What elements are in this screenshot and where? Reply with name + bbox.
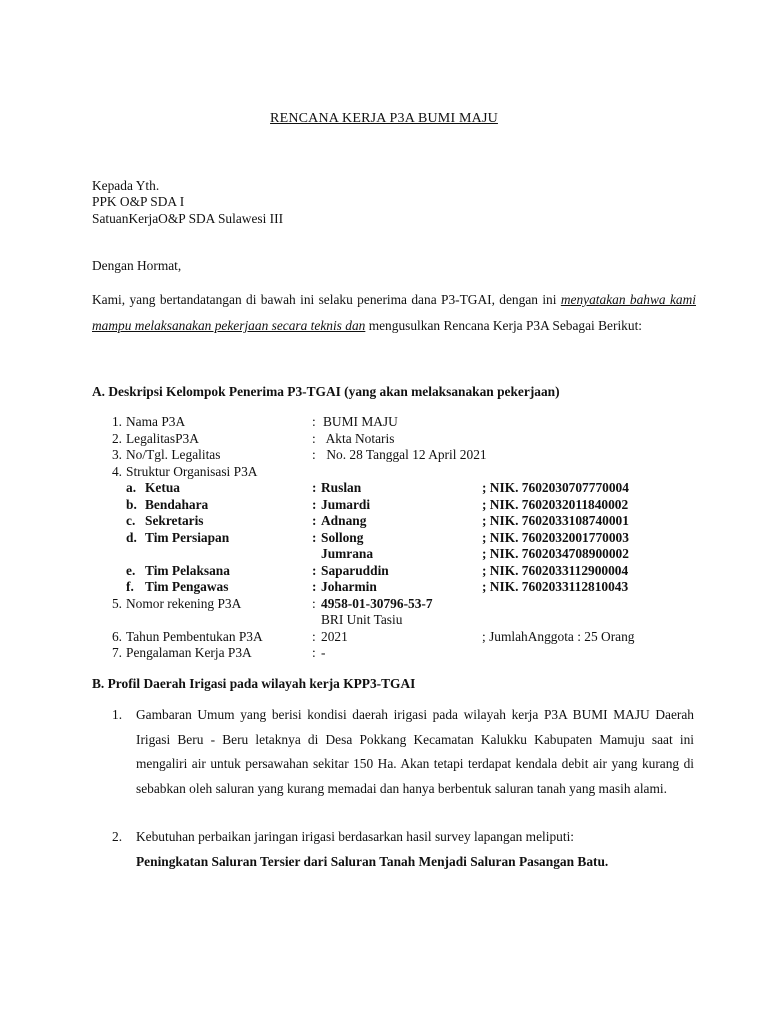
item-value: Akta Notaris	[323, 430, 395, 446]
member-count: ; JumlahAnggota : 25 Orang	[482, 628, 635, 644]
item-label: No/Tgl. Legalitas	[126, 447, 221, 462]
item-number: 4.	[111, 463, 122, 479]
list-item	[92, 447, 692, 463]
section-a-heading: A. Deskripsi Kelompok Penerima P3-TGAI (yang akan melaksanakan pekerjaan)	[92, 384, 560, 399]
list-item	[92, 431, 692, 447]
item-colon: :	[312, 628, 316, 644]
list-item	[92, 414, 692, 430]
officer-letter: d.	[126, 529, 137, 545]
officer-colon: :	[312, 579, 317, 594]
officer-name: Jumrana	[321, 546, 374, 561]
account-number: 4958-01-30796-53-7	[321, 595, 433, 611]
item-number: 5.	[111, 595, 122, 611]
section-b-heading: B. Profil Daerah Irigasi pada wilayah kerja KPP3-TGAI	[92, 676, 416, 691]
officer-row	[92, 530, 692, 546]
officer-colon: :	[312, 562, 317, 578]
officer-letter: f.	[126, 579, 134, 594]
greeting: Dengan Hormat,	[92, 258, 182, 273]
item-number: 7.	[111, 645, 122, 660]
officer-name: Sollong	[321, 529, 364, 545]
item-label: Nomor rekening P3A	[126, 595, 242, 611]
officer-role: Tim Persiapan	[145, 529, 230, 545]
officer-row	[92, 579, 692, 595]
document-title: RENCANA KERJA P3A BUMI MAJU	[270, 111, 498, 126]
intro-text-1: Kami, yang bertandatangan di bawah ini selaku penerima dana P3-TGAI, dengan ini	[92, 292, 561, 307]
officer-nik: ; NIK. 7602033112810043	[482, 579, 629, 594]
list-item	[92, 612, 692, 628]
item-colon: :	[312, 430, 316, 446]
item-number: 2.	[111, 430, 122, 446]
item-label: Nama P3A	[126, 414, 186, 429]
officer-name: Adnang	[321, 513, 367, 528]
officer-name: Ruslan	[321, 480, 362, 495]
officer-row	[92, 497, 692, 513]
bank-name: BRI Unit Tasiu	[321, 612, 403, 627]
item-value: BUMI MAJU	[323, 414, 398, 429]
officer-role: Tim Pengawas	[145, 579, 229, 594]
item-number: 3.	[111, 447, 122, 462]
officer-name: Jumardi	[321, 496, 371, 512]
item-value: 2021	[321, 628, 348, 644]
list-item	[92, 645, 692, 661]
item-label: Tahun Pembentukan P3A	[126, 628, 263, 644]
officer-row	[92, 480, 692, 496]
officer-nik: ; NIK. 7602033112900004	[482, 562, 629, 578]
item-number: 1.	[111, 414, 122, 429]
officer-name: Joharmin	[321, 579, 377, 594]
officer-nik: ; NIK. 7602030707770004	[482, 480, 629, 495]
item-text	[136, 825, 694, 874]
item-colon: :	[312, 414, 316, 429]
officer-nik: ; NIK. 7602032011840002	[482, 496, 629, 512]
item-number: 2.	[112, 829, 123, 844]
officer-letter: b.	[126, 496, 137, 512]
item-colon: :	[312, 645, 316, 660]
recipient-line-3: SatuanKerjaO&P SDA Sulawesi III	[92, 211, 284, 226]
item-text-plain: Kebutuhan perbaikan jaringan irigasi berdasarkan hasil survey lapangan meliputi:	[136, 829, 575, 844]
officer-row	[92, 513, 692, 529]
officer-letter: e.	[126, 562, 136, 578]
officer-role: Tim Pelaksana	[145, 562, 230, 578]
item-colon: :	[312, 447, 316, 462]
officer-letter: c.	[126, 513, 136, 528]
officer-colon: :	[312, 480, 317, 495]
intro-underlined-text: menyatakan bahwa kami mampu melaksanakan pekerjaan secara teknis dan	[92, 292, 696, 333]
officer-nik: ; NIK. 7602032001770003	[482, 529, 629, 545]
officer-name: Saparuddin	[321, 562, 389, 578]
list-item	[92, 629, 692, 645]
officer-role: Ketua	[145, 480, 180, 495]
officer-role: Bendahara	[145, 496, 209, 512]
recipient-line-1: Kepada Yth.	[92, 178, 160, 193]
list-item	[92, 596, 692, 612]
item-text: Gambaran Umum yang berisi kondisi daerah irigasi pada wilayah kerja P3A BUMI MAJU Daerah Irigasi Beru - Beru letaknya di Desa Pokkang Kecamatan Kalukku Kabupaten Mamuju saat ini mengaliri air untuk persawahan sekitar 150 Ha. Akan tetapi terdapat kendala debit air yang kurang di sebabkan oleh saluran yang kurang memadai dan hanya berbentuk saluran tanah yang masih alami.	[136, 707, 694, 796]
item-value: -	[321, 645, 326, 660]
officer-row	[92, 563, 692, 579]
item-value: No. 28 Tanggal 12 April 2021	[323, 447, 487, 462]
recipient-line-2: PPK O&P SDA I	[92, 194, 185, 209]
list-item	[92, 464, 692, 480]
intro-paragraph	[92, 287, 696, 339]
item-colon: :	[312, 595, 316, 611]
officer-colon: :	[312, 496, 317, 512]
officer-role: Sekretaris	[145, 513, 204, 528]
section-a-list	[92, 414, 692, 714]
item-label: LegalitasP3A	[126, 430, 199, 446]
officer-colon: :	[312, 529, 317, 545]
officer-letter: a.	[126, 480, 137, 495]
item-label: Struktur Organisasi P3A	[126, 463, 258, 479]
officer-nik: ; NIK. 7602034708900002	[482, 546, 629, 561]
item-text-bold: Peningkatan Saluran Tersier dari Saluran Tanah Menjadi Saluran Pasangan Batu.	[136, 853, 609, 869]
officer-nik: ; NIK. 7602033108740001	[482, 513, 629, 528]
officer-row	[92, 546, 692, 562]
item-number: 1.	[112, 707, 123, 722]
intro-text-2: mengusulkan Rencana Kerja P3A Sebagai Berikut:	[365, 318, 643, 333]
officer-colon: :	[312, 513, 317, 528]
item-number: 6.	[111, 628, 122, 644]
item-label: Pengalaman Kerja P3A	[126, 645, 252, 660]
